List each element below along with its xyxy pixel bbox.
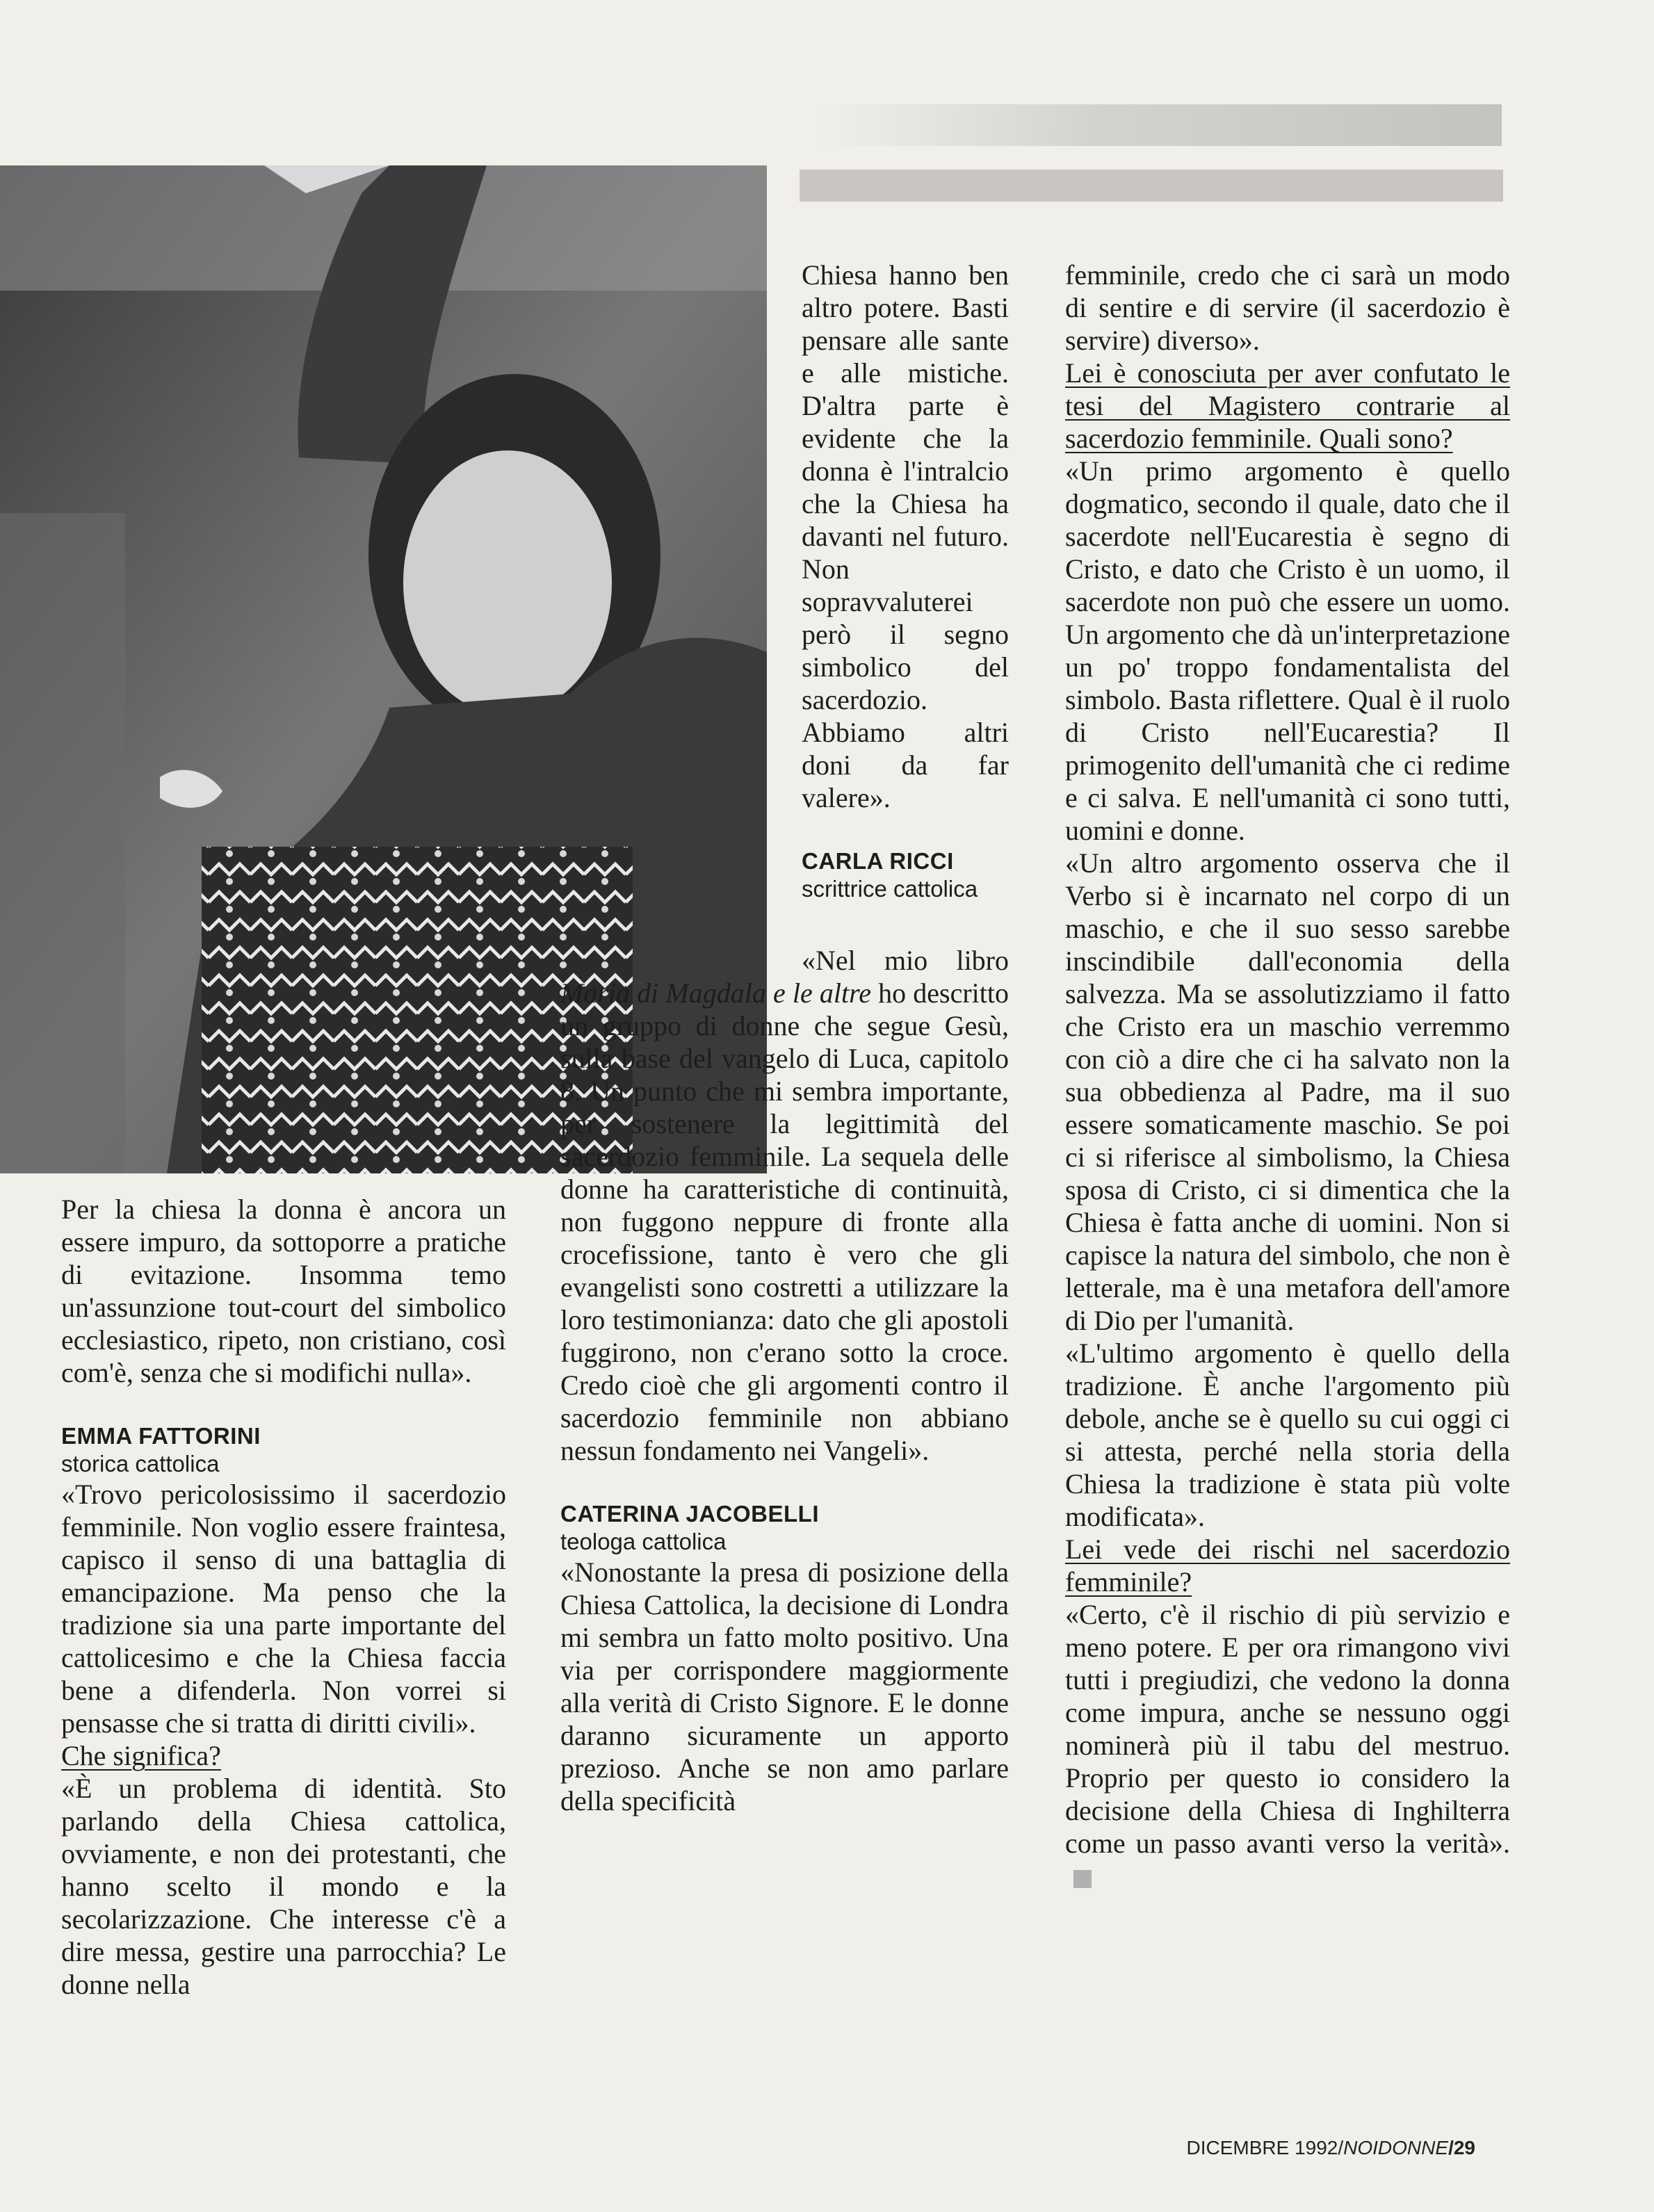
answer-paragraph: «Nonostante la presa di posizione della Chiesa Cattolica, la decisione di Londra mi sembra un fatto molto positivo. Una via per corrispondere maggiormente alla verità di Cristo Signore. E le donne daranno sicuramente un apporto prezioso. Anche se non amo parlare della specificità (560, 1556, 1009, 1816)
end-mark-icon (1073, 1870, 1092, 1888)
book-title: Maria di Magdala e le altre (560, 977, 871, 1009)
answer-text: «Certo, c'è il rischio di più servizio e meno potere. E per ora rimangono vivi tutti i pregiudizi, che vedono la donna come impura, anche se nessuno oggi nominerà più il tabu del mestruo. Proprio per questo io considero la decisione della Chiesa di Inghilterra come un passo avanti verso la verità». (1065, 1599, 1510, 1859)
folio-date: DICEMBRE 1992/ (1186, 2137, 1344, 2158)
header-bar (800, 170, 1503, 202)
page-folio (1154, 2137, 1475, 2159)
answer-text-a: «Nel mio libro (802, 945, 1009, 976)
byline-name: CATERINA JACOBELLI (560, 1501, 819, 1527)
byline-jacobelli (560, 1500, 1009, 1556)
column-3 (1065, 259, 1510, 1892)
interview-question: Lei è conosciuta per aver confutato le tesi del Magistero contrarie al sacerdozio femminile. Quali sono? (1065, 357, 1510, 454)
ricci-answer (560, 944, 1009, 1467)
byline-name: EMMA FATTORINI (61, 1423, 261, 1449)
byline-role: teologa cattolica (560, 1529, 727, 1554)
column-1 (61, 1193, 506, 2001)
header-decoration (820, 104, 1502, 146)
answer-paragraph: «Trovo pericolosissimo il sacerdozio femminile. Non voglio essere fraintesa, capisco il senso di una battaglia di emancipazione. Ma penso che la tradizione sia una parte importante del cattolicesimo e che la Chiesa faccia bene a difenderla. Non vorrei si pensasse che si tratta di diritti civili». (61, 1479, 506, 1739)
folio-magazine: NOIDONNE (1343, 2137, 1449, 2158)
interview-question: Lei vede dei rischi nel sacerdozio femminile? (1065, 1534, 1510, 1597)
byline-ricci (802, 847, 1009, 903)
answer-paragraph: «È un problema di identità. Sto parlando della Chiesa cattolica, ovviamente, e non dei protestanti, che hanno scelto il mondo e la secolarizzazione. Che interesse c'è a dire messa, gestire una parrocchia? Le donne nella (61, 1773, 506, 2000)
interview-question: Che significa? (61, 1740, 221, 1771)
column-2-top (802, 259, 1009, 903)
answer-paragraph: «Un altro argomento osserva che il Verbo si è incarnato nel corpo di un maschio, e che il suo sesso sarebbe inscindibile dall'economia della salvezza. Ma se assolutizziamo il fatto che Cristo era un maschio verremmo con ciò a dire che ci ha salvato non la sua obbedienza al Padre, ma il suo essere somaticamente maschio. Se poi ci si riferisce al simbolismo, la Chiesa sposa di Cristo, ci si dimentica che la Chiesa è fatta anche di uomini. Non si capisce la natura del simbolo, che non è letterale, ma è una metafora dell'amore di Dio per l'umanità. (1065, 847, 1510, 1336)
byline-role: scrittrice cattolica (802, 876, 978, 902)
answer-paragraph: «Un primo argomento è quello dogmatico, secondo il quale, dato che il sacerdote nell'Eucarestia è segno di Cristo, e dato che Cristo è un uomo, il sacerdote non può che essere un uomo. Un argomento che dà un'interpretazione un po' troppo fondamentalista del simbolo. Basta riflettere. Qual è il ruolo di Cristo nell'Eucarestia? Il primogenito dell'umanità che ci redime e ci salva. E nell'umanità ci sono tutti, uomini e donne. (1065, 455, 1510, 846)
intro-paragraph: Per la chiesa la donna è ancora un essere impuro, da sottoporre a pratiche di evitazione. Insomma temo un'assunzione tout-court del simbolico ecclesiastico, ripeto, non cristiano, così com'è, senza che si modifichi nulla». (61, 1194, 506, 1388)
byline-name: CARLA RICCI (802, 848, 954, 874)
byline-fattorini (61, 1422, 506, 1478)
column-2-bottom (560, 944, 1009, 1817)
answer-paragraph (1065, 1598, 1510, 1892)
answer-text-b: ho descritto un gruppo di donne che segue Gesù, sulla base del vangelo di Luca, capitolo 8. Un punto che mi sembra importante, per sostenere la legittimità del sacerdozio femminile. La sequela delle donne ha caratteristiche di continuità, non fuggono neppure di fronte alla crocefissione, tanto è vero che gli evangelisti sono costretti a utilizzare la loro testimonianza: dato che gli apostoli fuggirono, non c'erano sotto la croce. Credo cioè che gli argomenti contro il sacerdozio femminile non abbiano nessun fondamento nei Vangeli». (560, 977, 1009, 1466)
byline-role: storica cattolica (61, 1451, 220, 1477)
continued-paragraph: Chiesa hanno ben altro potere. Basti pensare alle sante e alle mistiche. D'altra parte è evidente che la donna è l'intralcio che la Chiesa ha davanti nel futuro. Non sopravvaluterei però il segno simbolico del sacerdozio. Abbiamo altri doni da far valere». (802, 259, 1009, 813)
folio-page-number: /29 (1448, 2137, 1475, 2158)
answer-paragraph: «L'ultimo argomento è quello della tradizione. È anche l'argomento più debole, anche se è quello su cui oggi ci si attesta, perché nella storia della Chiesa la tradizione è stata più volte modificata». (1065, 1337, 1510, 1532)
continued-paragraph: femminile, credo che ci sarà un modo di sentire e di servire (il sacerdozio è servire) diverso». (1065, 259, 1510, 356)
